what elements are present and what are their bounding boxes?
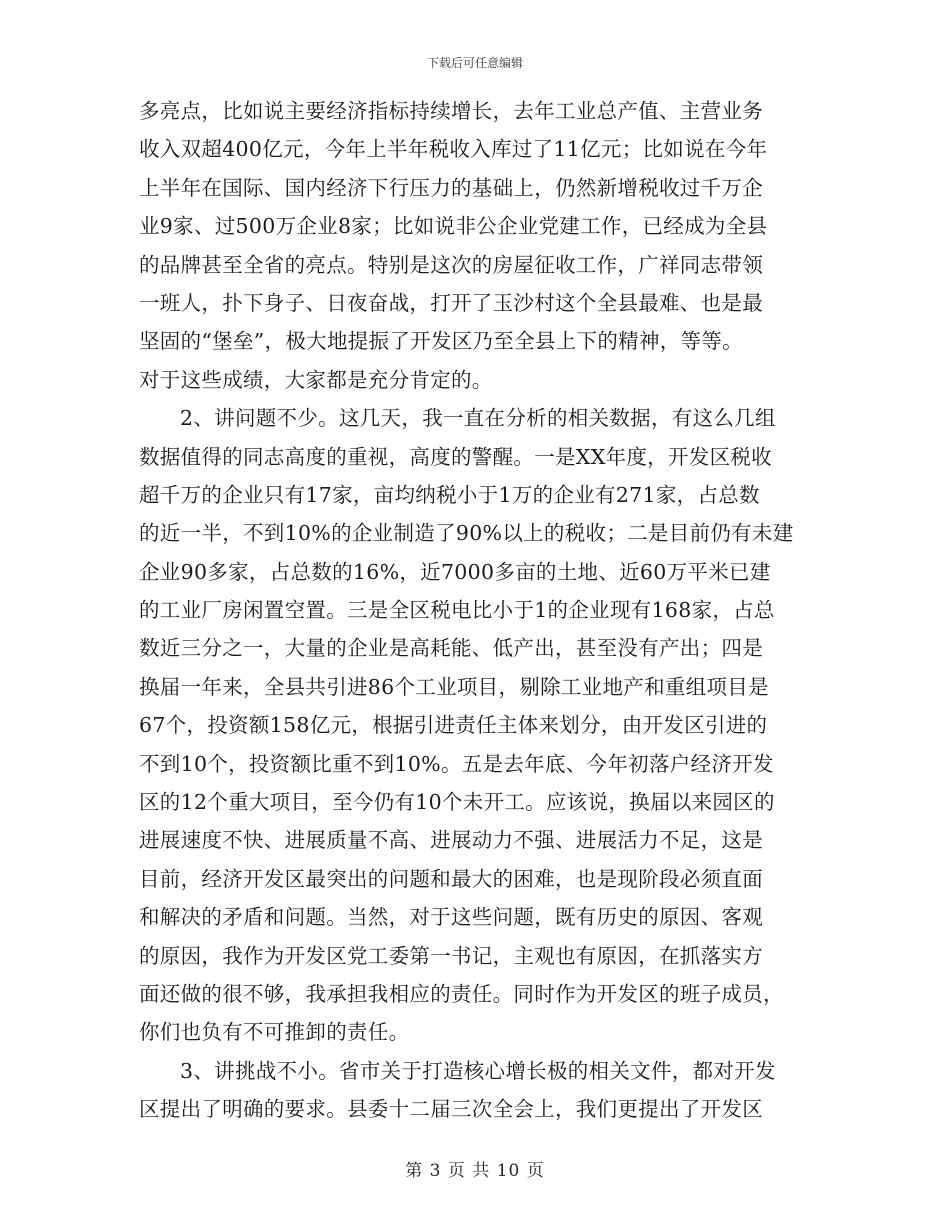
text-line: 不到10个，投资额比重不到10%。五是去年底、今年初落户经济开发 (139, 751, 774, 776)
text-line: 数据值得的同志高度的重视，高度的警醒。一是XX年度，开发区税收 (139, 444, 772, 469)
text-line: 面还做的很不够，我承担我相应的责任。同时作为开发区的班子成员， (139, 981, 784, 1006)
text-line: 上半年在国际、国内经济下行压力的基础上，仍然新增税收过千万企 (139, 175, 763, 200)
text-line: 换届一年来，全县共引进86个工业项目，剔除工业地产和重组项目是 (139, 674, 769, 699)
page-header: 下载后可任意编辑 (426, 56, 523, 70)
text-line: 一班人，扑下身子、日夜奋战，打开了玉沙村这个全县最难、也是最 (139, 290, 763, 315)
text-line: 区的12个重大项目，至今仍有10个未开工。应该说，换届以来园区的 (139, 790, 775, 815)
text-line: 业9家、过500万企业8家；比如说非公企业党建工作，已经成为全县 (139, 214, 768, 239)
text-line: 进展速度不快、进展质量不高、进展动力不强、进展活力不足，这是 (139, 828, 763, 853)
text-line: 你们也负有不可推卸的责任。 (139, 1020, 410, 1045)
text-line: 的品牌甚至全省的亮点。特别是这次的房屋征收工作，广祥同志带领 (139, 252, 763, 277)
text-line: 2、讲问题不少。这几天，我一直在分析的相关数据，有这么几组 (180, 406, 776, 431)
text-line: 区提出了明确的要求。县委十二届三次全会上，我们更提出了开发区 (139, 1097, 763, 1122)
text-line: 企业90多家，占总数的16%，近7000多亩的土地、近60万平米已建 (139, 559, 771, 584)
text-line: 67个，投资额158亿元，根据引进责任主体来划分，由开发区引进的 (139, 713, 768, 738)
text-line: 数近三分之一，大量的企业是高耗能、低产出，甚至没有产出；四是 (139, 636, 763, 661)
text-line: 收入双超400亿元，今年上半年税收入库过了11亿元；比如说在今年 (139, 137, 768, 162)
document-body (139, 92, 811, 1129)
text-line: 3、讲挑战不小。省市关于打造核心增长极的相关文件，都对开发 (180, 1058, 776, 1083)
text-line: 的原因，我作为开发区党工委第一书记，主观也有原因，在抓落实方 (139, 943, 763, 968)
text-line: 和解决的矛盾和问题。当然，对于这些问题，既有历史的原因、客观 (139, 905, 763, 930)
text-line: 对于这些成绩，大家都是充分肯定的。 (139, 367, 493, 392)
text-line: 的工业厂房闲置空置。三是全区税电比小于1的企业现有168家，占总 (139, 598, 775, 623)
text-line: 超千万的企业只有17家，亩均纳税小于1万的企业有271家，占总数 (139, 482, 760, 507)
text-line: 目前，经济开发区最突出的问题和最大的困难，也是现阶段必须直面 (139, 866, 763, 891)
page-number-footer: 第 3 页 共 10 页 (405, 1161, 545, 1181)
text-line: 坚固的“堡垒”，极大地提振了开发区乃至全县上下的精神，等等。 (139, 329, 743, 354)
text-line: 的近一半，不到10%的企业制造了90%以上的税收；二是目前仍有未建 (139, 521, 794, 546)
text-line: 多亮点，比如说主要经济指标持续增长，去年工业总产值、主营业务 (139, 99, 763, 123)
